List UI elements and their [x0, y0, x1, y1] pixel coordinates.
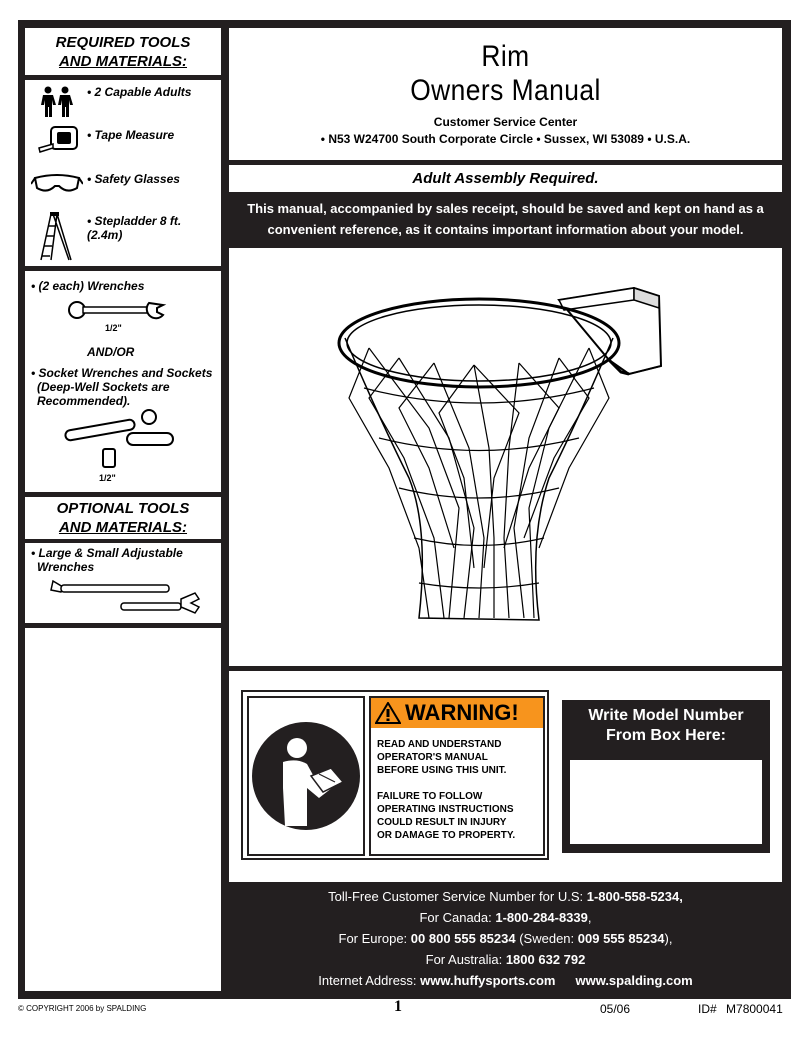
warning-text-panel: [369, 696, 545, 856]
socket-line2: (Deep-Well Sockets are: [37, 380, 170, 394]
contact-sweden-label: (Sweden:: [515, 931, 578, 946]
model-number-field[interactable]: [570, 760, 762, 844]
adjustable-line2: Wrenches: [37, 560, 95, 574]
link-huffysports[interactable]: www.huffysports.com: [420, 973, 556, 988]
link-spalding[interactable]: www.spalding.com: [575, 973, 693, 988]
csc-label: Customer Service Center: [433, 115, 578, 129]
item-ladder-line2: (2.4m): [87, 228, 123, 242]
contact-australia-label: For Australia:: [425, 952, 506, 967]
item-adults-label: 2 Capable Adults: [94, 85, 192, 99]
warning-line5: OPERATING INSTRUCTIONS: [377, 804, 514, 815]
warning-title: WARNING!: [405, 700, 519, 725]
page-number: 1: [394, 998, 402, 1015]
stepladder-icon: [39, 212, 73, 262]
optional-heading-line2: AND MATERIALS:: [58, 519, 188, 536]
adjustable-line1: Large & Small Adjustable: [38, 546, 183, 560]
contact-europe-label: For Europe:: [338, 931, 411, 946]
revision-date: 05/06: [600, 1002, 631, 1016]
contact-canada-tail: ,: [587, 910, 592, 925]
warning-banner: [371, 698, 543, 728]
optional-heading-line1: OPTIONAL TOOLS: [56, 500, 190, 517]
model-number-box: [562, 700, 770, 853]
assembly-label: Adult Assembly Required.: [412, 170, 599, 187]
optional-tools-list: • Large & Small Adjustable Wrenches: [25, 543, 221, 623]
required-tools-header: [25, 28, 221, 75]
item-glasses-label: Safety Glasses: [94, 172, 180, 186]
required-heading-line2: AND MATERIALS:: [58, 53, 188, 70]
title-line2: Owners Manual: [410, 74, 601, 107]
contact-sweden-number: 009 555 85234: [577, 931, 665, 946]
intro-line1: This manual, accompanied by sales receipt, should be saved and kept on hand as a: [247, 201, 764, 216]
contact-europe-number: 00 800 555 85234: [410, 931, 516, 946]
csc-address: N53 W24700 South Corporate Circle • Sussex, WI 53089 • U.S.A.: [328, 132, 691, 146]
wrench-icon: [65, 299, 169, 321]
required-heading-line1: REQUIRED TOOLS: [55, 34, 191, 51]
warning-triangle-icon: [375, 702, 401, 724]
adjustable-wrench-icon: [49, 577, 205, 619]
two-people-icon: [39, 86, 75, 118]
title-panel: Rim Owners Manual Customer Service Center • N53 W24700 South Corporate Circle • Sussex, WI 53089 • U.S.A.: [229, 28, 782, 160]
contact-internet-label: Internet Address:: [318, 973, 421, 988]
socket-wrench-icon: [63, 409, 181, 469]
person-reading-manual-icon: [249, 698, 363, 854]
wrench-size: 1/2": [105, 323, 122, 333]
contact-sweden-tail: ),: [664, 931, 673, 946]
tape-measure-icon: [37, 124, 81, 154]
item-tape-label: Tape Measure: [94, 128, 175, 142]
item-ladder-line1: Stepladder 8 ft.: [94, 214, 182, 228]
socket-size: 1/2": [99, 473, 116, 483]
socket-line3: Recommended).: [37, 394, 131, 408]
contact-canada-number: 1-800-284-8339: [495, 910, 588, 925]
wrenches-label: (2 each) Wrenches: [38, 279, 145, 293]
warning-label: [241, 690, 549, 860]
read-manual-pictogram: [247, 696, 365, 856]
id-label: ID#: [698, 1002, 717, 1016]
socket-line1: Socket Wrenches and Sockets: [38, 366, 213, 380]
wrench-list: • (2 each) Wrenches 1/2" AND/OR • Socket Wrenches and Sockets (Deep-Well Sockets are Recommended). 1/2": [25, 271, 221, 492]
warning-line2: OPERATOR'S MANUAL: [377, 752, 488, 763]
and-or-label: AND/OR: [87, 345, 135, 359]
safety-glasses-icon: [31, 170, 83, 196]
contact-us-number: 1-800-558-5234,: [586, 889, 683, 904]
model-line1: Write Model Number: [588, 707, 744, 724]
title-line1: Rim: [481, 40, 530, 73]
basketball-rim-illustration: [229, 248, 782, 666]
contact-australia-number: 1800 632 792: [505, 952, 586, 967]
contact-canada-label: For Canada:: [419, 910, 496, 925]
intro-line2: convenient reference, as it contains important information about your model.: [267, 222, 744, 237]
required-tools-list: • 2 Capable Adults • Tape Measure • Safety Glasses • Stepladder 8 ft. (2.4m): [25, 80, 221, 266]
id-value: M7800041: [726, 1002, 783, 1016]
assembly-panel: [229, 165, 782, 192]
left-blank-panel: [25, 628, 221, 991]
copyright: © COPYRIGHT 2006 by SPALDING: [18, 1004, 147, 1013]
warning-line1: READ AND UNDERSTAND: [377, 739, 502, 750]
warning-line4: FAILURE TO FOLLOW: [377, 791, 483, 802]
model-line2: From Box Here:: [605, 727, 727, 744]
contact-info: [229, 886, 782, 991]
optional-tools-header: [25, 497, 221, 539]
warning-line7: OR DAMAGE TO PROPERTY.: [377, 830, 516, 841]
warning-line6: COULD RESULT IN INJURY: [377, 817, 507, 828]
intro-text: [229, 198, 782, 240]
rim-image-panel: [229, 248, 782, 666]
contact-us-label: Toll-Free Customer Service Number for U.S:: [328, 889, 587, 904]
warning-line3: BEFORE USING THIS UNIT.: [377, 765, 507, 776]
